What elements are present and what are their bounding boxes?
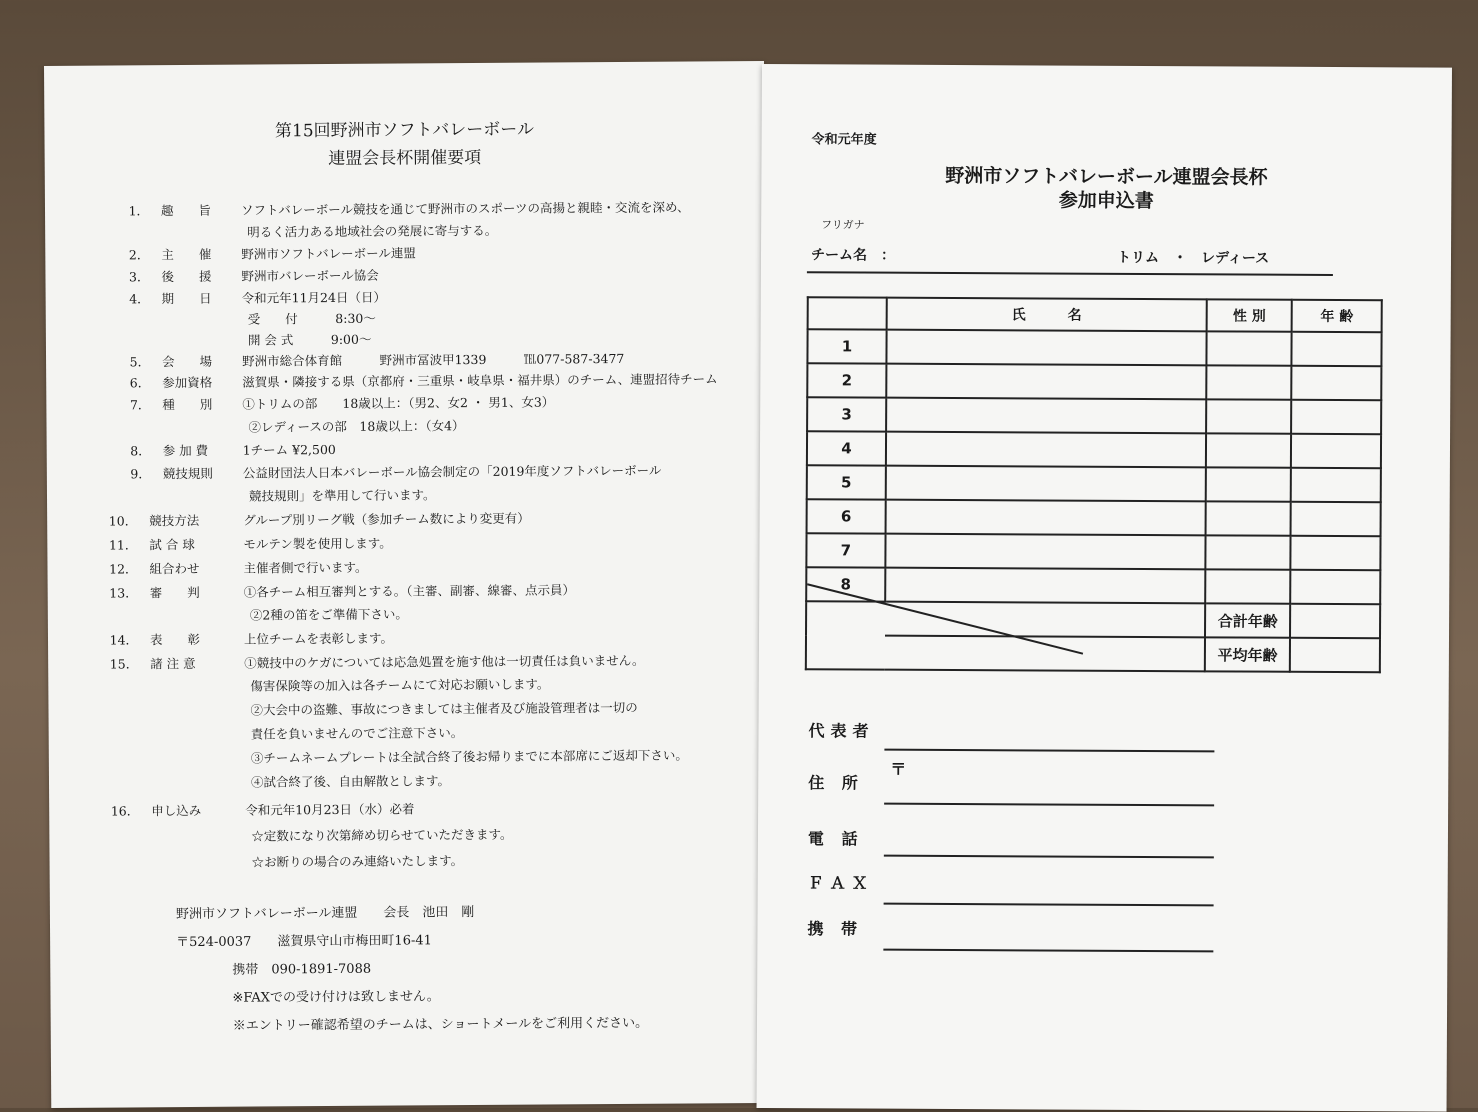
guideline-label: 会 場 — [162, 352, 212, 370]
roster-age-cell[interactable] — [1292, 332, 1382, 366]
roster-row-number: 3 — [807, 397, 886, 431]
guideline-label: 種 別 — [162, 395, 212, 413]
guideline-label: 競技規則 — [163, 464, 213, 482]
guideline-label: 主 催 — [161, 245, 211, 263]
roster-age-cell[interactable] — [1291, 570, 1381, 604]
guideline-label: 申し込み — [151, 801, 201, 819]
contact-field-label: 住 所 — [808, 770, 864, 793]
roster-gender-cell[interactable] — [1206, 399, 1292, 433]
average-age-label: 平均年齢 — [1205, 637, 1291, 671]
guideline-number: 16． — [99, 801, 139, 819]
roster-age-cell[interactable] — [1291, 536, 1381, 570]
guideline-label: 表 彰 — [150, 630, 200, 648]
guideline-label: 試 合 球 — [149, 535, 195, 553]
roster-name-cell[interactable] — [886, 466, 1206, 502]
roster-age-cell[interactable] — [1291, 400, 1381, 434]
roster-header-gender: 性 別 — [1207, 299, 1293, 331]
guideline-value: 野洲市バレーボール協会 — [241, 266, 378, 285]
roster-gender-cell[interactable] — [1205, 569, 1291, 603]
guideline-label: 競技方法 — [149, 511, 199, 529]
guideline-number: 1． — [109, 201, 149, 219]
guideline-number: 15． — [98, 654, 138, 672]
guideline-value: モルテン製を使用します。 — [243, 534, 392, 553]
roster-name-cell[interactable] — [885, 500, 1205, 536]
guideline-number: 14． — [98, 630, 138, 648]
team-name-label: チーム名 ： — [811, 244, 895, 264]
application-form-sheet — [757, 64, 1452, 1112]
guideline-number: 4． — [110, 289, 150, 307]
guideline-value: 野洲市総合体育館 野洲市冨波甲1339 ℡077-587-3477 — [242, 349, 624, 370]
contact-fields — [762, 64, 1452, 68]
form-year: 令和元年度 — [812, 128, 877, 147]
guideline-value: 令和元年10月23日（水）必着 — [245, 799, 414, 818]
contact-field-label: 代表者 — [808, 718, 874, 741]
guidelines-footer — [44, 61, 764, 66]
roster-row-number: 2 — [807, 363, 886, 397]
roster-name-cell[interactable] — [886, 364, 1206, 400]
total-age-label: 合計年齢 — [1205, 603, 1291, 637]
roster-row — [807, 329, 1381, 366]
guideline-value: ☆定数になり次第締め切らせていただきます。 — [251, 825, 512, 845]
roster-name-cell[interactable] — [885, 534, 1205, 570]
footer-line: ※FAXでの受け付けは致しません。 — [232, 985, 439, 1005]
roster-header-row — [808, 297, 1382, 332]
roster-row-number: 6 — [807, 499, 886, 533]
contact-field-label: ＦＡＸ — [808, 870, 874, 893]
guideline-value: 滋賀県・隣接する県（京都府・三重県・岐阜県・福井県）のチーム、連盟招待チーム — [242, 369, 718, 390]
footer-line: 携帯 090-1891-7088 — [232, 958, 371, 978]
guideline-value: 受 付 8:30～ — [248, 309, 376, 328]
guideline-value: 責任を負いませんのでご注意下さい。 — [251, 723, 464, 742]
guideline-value: 上位チームを表彰します。 — [244, 629, 393, 648]
guidelines-sheet — [44, 61, 771, 1108]
guideline-value: 明るく活力ある地域社会の発展に寄与する。 — [247, 221, 497, 241]
guideline-label: 審 判 — [150, 583, 200, 601]
roster-gender-cell[interactable] — [1206, 433, 1292, 467]
contact-field-input[interactable] — [884, 855, 1214, 859]
guideline-number: 6． — [110, 373, 150, 391]
roster-row — [807, 397, 1381, 434]
form-title-line2: 参加申込書 — [761, 184, 1451, 215]
guidelines-title-line1: 第15回野洲市ソフトバレーボール — [44, 113, 764, 143]
roster-row — [806, 533, 1380, 570]
guideline-number: 3． — [109, 267, 149, 285]
roster-gender-cell[interactable] — [1205, 535, 1291, 569]
roster-header-no — [808, 297, 887, 329]
guideline-value: ③チームネームプレートは全試合終了後お帰りまでに本部席にご返却下さい。 — [251, 746, 688, 767]
roster-age-cell[interactable] — [1291, 434, 1381, 468]
roster-row-number: 5 — [807, 465, 886, 499]
footer-line: 〒524-0037 滋賀県守山市梅田町16-41 — [176, 929, 432, 950]
footer-line: ※エントリー確認希望のチームは、ショートメールをご利用ください。 — [233, 1012, 648, 1034]
roster-age-cell[interactable] — [1292, 366, 1382, 400]
guideline-value: 1チーム ¥2,500 — [243, 440, 336, 459]
guideline-label: 趣 旨 — [161, 201, 211, 219]
contact-field-input[interactable] — [883, 949, 1213, 953]
guideline-value: グループ別リーグ戦（参加チーム数により変更有） — [243, 509, 530, 529]
guideline-value: ②大会中の盗難、事故につきましては主催者及び施設管理者は一切の — [250, 698, 637, 719]
guideline-number: 8． — [111, 441, 151, 459]
guideline-value: 競技規則」を準用して行います。 — [249, 485, 436, 504]
roster-gender-cell[interactable] — [1206, 331, 1292, 365]
guideline-number: 5． — [110, 352, 150, 370]
guideline-number: 12． — [97, 559, 137, 577]
guideline-value: 開 会 式 9:00～ — [248, 330, 372, 349]
guideline-number: 13． — [98, 583, 138, 601]
guideline-value: 令和元年11月24日（日） — [242, 288, 386, 307]
guideline-value: ②2種の笛をご準備下さい。 — [250, 604, 408, 623]
form-title-line1: 野洲市ソフトバレーボール連盟会長杯 — [761, 160, 1451, 191]
guideline-value: 傷害保険等の加入は各チームにて対応お願いします。 — [250, 674, 549, 694]
team-name-underline — [807, 271, 1333, 276]
contact-field-input[interactable] — [884, 803, 1214, 807]
guideline-value: ④試合終了後、自由解散とします。 — [251, 771, 450, 790]
roster-gender-cell[interactable] — [1206, 501, 1292, 535]
roster-age-cell[interactable] — [1291, 468, 1381, 502]
roster-row — [807, 499, 1381, 536]
roster-header-age: 年 齢 — [1292, 300, 1382, 332]
guideline-label: 後 援 — [161, 267, 211, 285]
guideline-number: 11． — [97, 535, 137, 553]
guideline-number: 2． — [109, 245, 149, 263]
category-choice[interactable]: トリム ・ レディース — [1117, 247, 1269, 268]
contact-field-label: 携 帯 — [807, 916, 863, 939]
guideline-number: 10． — [97, 511, 137, 529]
roster-header-name: 氏 名 — [887, 298, 1207, 332]
roster-row-number: 7 — [806, 533, 885, 567]
guideline-value: ①各チーム相互審判とする。（主審、副審、線審、点示員） — [244, 580, 575, 600]
roster-row — [807, 431, 1381, 468]
footer-line: 野洲市ソフトバレーボール連盟 会長 池田 剛 — [176, 901, 475, 922]
roster-row-number: 8 — [806, 567, 885, 601]
guideline-label: 参加資格 — [162, 373, 212, 391]
contact-field-input[interactable] — [884, 903, 1214, 907]
roster-name-cell[interactable] — [886, 330, 1206, 366]
roster-row-number: 4 — [807, 431, 886, 465]
guideline-number: 9． — [111, 464, 151, 482]
contact-field-label: 電 話 — [808, 826, 864, 849]
guideline-label: 参 加 費 — [163, 441, 209, 459]
average-age-value[interactable] — [1290, 638, 1380, 672]
guidelines-list — [44, 61, 764, 66]
guideline-value: ①トリムの部 18歳以上：（男2、女2 ・ 男1、女3） — [242, 392, 554, 412]
guideline-value: 野洲市ソフトバレーボール連盟 — [241, 243, 416, 262]
roster-gender-cell[interactable] — [1206, 467, 1292, 501]
total-age-value[interactable] — [1290, 604, 1380, 638]
contact-field-input[interactable] — [884, 749, 1214, 753]
furigana-label: フリガナ — [821, 216, 865, 232]
guideline-number: 7． — [110, 395, 150, 413]
postal-mark: 〒 — [890, 757, 912, 780]
guidelines-title-line2: 連盟会長杯開催要項 — [45, 141, 765, 171]
roster-row — [807, 465, 1381, 502]
guideline-label: 組合わせ — [149, 559, 199, 577]
roster-row-number: 1 — [807, 329, 886, 363]
roster-gender-cell[interactable] — [1206, 365, 1292, 399]
guideline-label: 諸 注 意 — [150, 654, 196, 672]
diagonal-line — [805, 582, 1085, 655]
guideline-value: ☆お断りの場合のみ連絡いたします。 — [251, 851, 463, 870]
roster-row — [807, 363, 1381, 400]
guideline-label: 期 日 — [162, 289, 212, 307]
roster-name-cell[interactable] — [886, 398, 1206, 434]
guideline-value: ①競技中のケガについては応急処置を施す他は一切責任は負いません。 — [244, 651, 644, 672]
guideline-value: ソフトバレーボール競技を通じて野洲市のスポーツの高揚と親睦・交流を深め、 — [241, 197, 690, 218]
guideline-value: 公益財団法人日本バレーボール協会制定の「2019年度ソフトバレーボール — [243, 461, 662, 482]
roster-age-cell[interactable] — [1291, 502, 1381, 536]
roster-name-cell[interactable] — [886, 432, 1206, 468]
guideline-value: 主催者側で行います。 — [243, 558, 367, 577]
guideline-value: ②レディースの部 18歳以上：（女4） — [248, 416, 464, 436]
